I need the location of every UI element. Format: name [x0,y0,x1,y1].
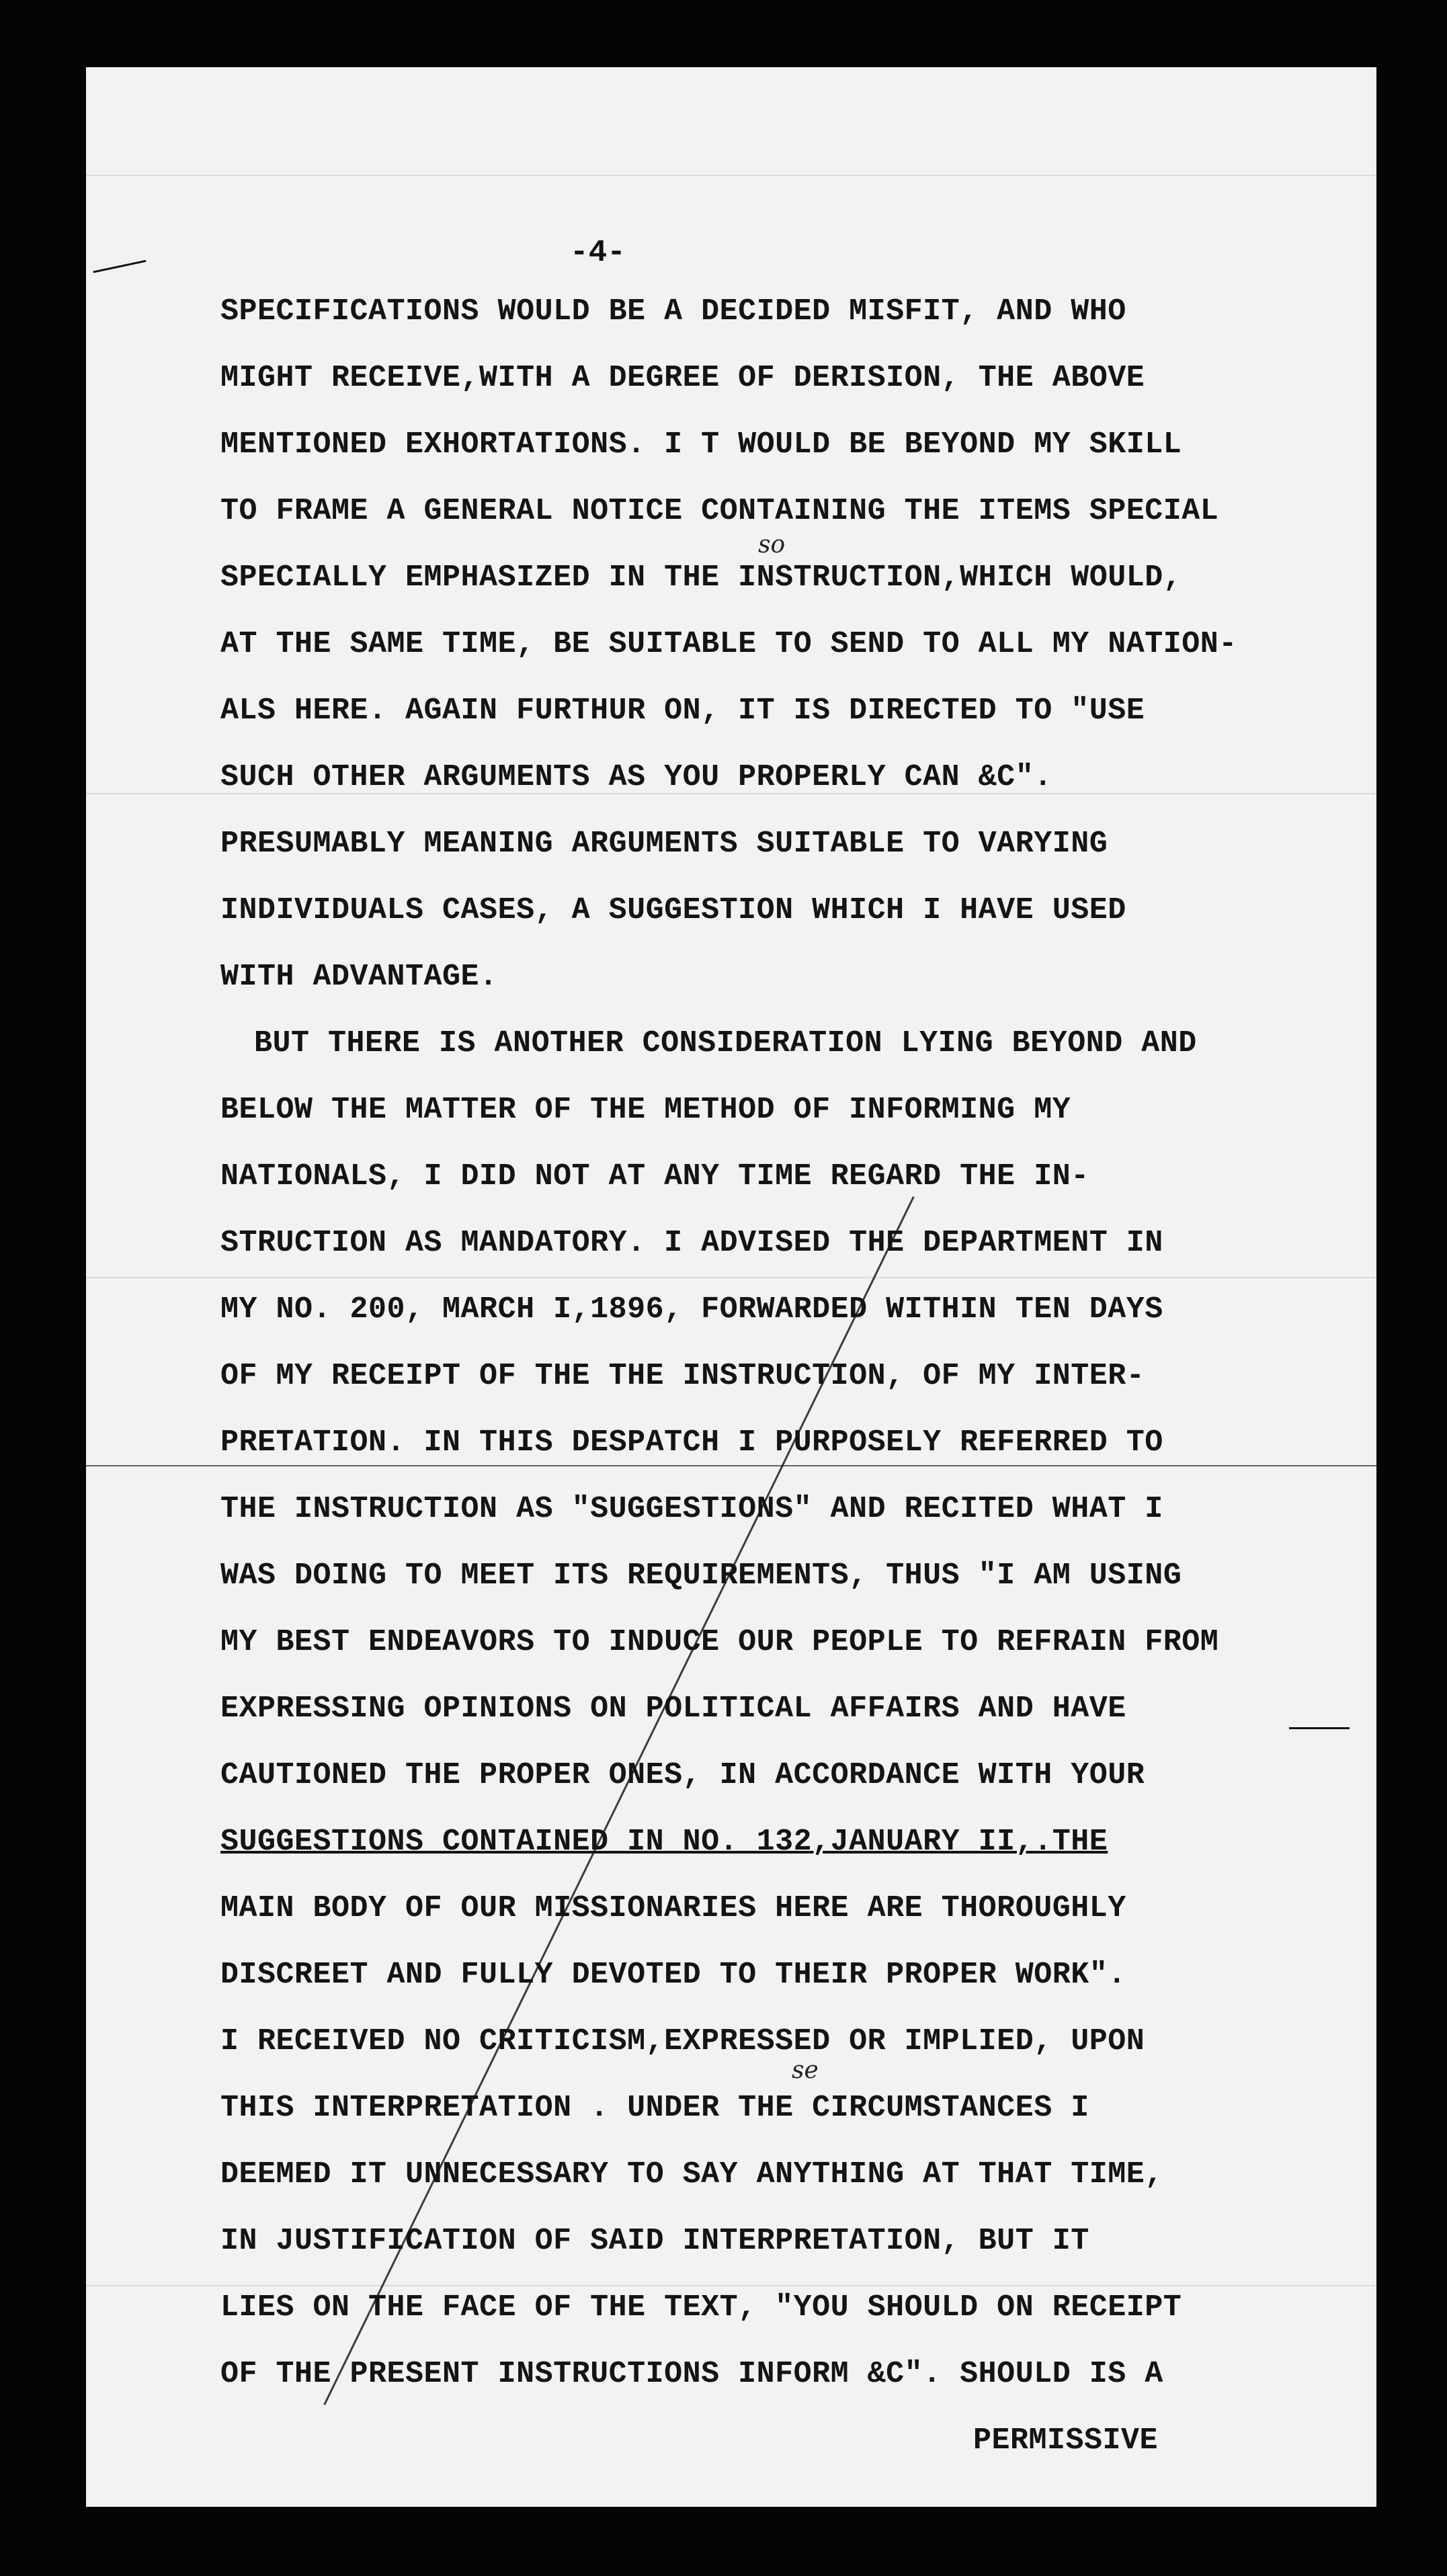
text-line: TO FRAME A GENERAL NOTICE CONTAINING THE ITEMS SPECIAL [220,494,1219,528]
text-line: LIES ON THE FACE OF THE TEXT, "YOU SHOULD ON RECEIPT [220,2290,1182,2325]
text-line: BELOW THE MATTER OF THE METHOD OF INFORMING MY [220,1093,1071,1127]
text-line: SPECIALLY EMPHASIZED IN THE INSTRUCTION,WHICH WOULD, [220,560,1182,595]
text-line: MIGHT RECEIVE,WITH A DEGREE OF DERISION, THE ABOVE [220,361,1145,395]
text-line: NATIONALS, I DID NOT AT ANY TIME REGARD THE IN- [220,1159,1089,1194]
text-line: SUCH OTHER ARGUMENTS AS YOU PROPERLY CAN &C". [220,760,1052,794]
text-line: MAIN BODY OF OUR MISSIONARIES HERE ARE THOROUGHLY [220,1891,1126,1925]
text-line: INDIVIDUALS CASES, A SUGGESTION WHICH I HAVE USED [220,893,1126,927]
text-line: THE INSTRUCTION AS "SUGGESTIONS" AND RECITED WHAT I [220,1492,1163,1526]
handwritten-correction: se [792,2056,819,2084]
text-line: I RECEIVED NO CRITICISM,EXPRESSED OR IMPLIED, UPON [220,2024,1145,2059]
text-line: MY NO. 200, MARCH I,1896, FORWARDED WITHIN TEN DAYS [220,1292,1163,1327]
text-line: IN JUSTIFICATION OF SAID INTERPRETATION, BUT IT [220,2224,1089,2258]
text-line: SPECIFICATIONS WOULD BE A DECIDED MISFIT, AND WHO [220,294,1126,329]
text-line: WAS DOING TO MEET ITS REQUIREMENTS, THUS "I AM USING [220,1559,1182,1593]
text-line: PERMISSIVE [973,2423,1159,2458]
margin-mark [1289,1727,1350,1729]
text-line: OF MY RECEIPT OF THE THE INSTRUCTION, OF MY INTER- [220,1359,1145,1393]
margin-mark [93,260,147,274]
text-line: SUGGESTIONS CONTAINED IN NO. 132,JANUARY II,.THE [220,1825,1108,1859]
text-line: CAUTIONED THE PROPER ONES, IN ACCORDANCE WITH YOUR [220,1758,1145,1792]
text-line: THIS INTERPRETATION . UNDER THE CIRCUMSTANCES I [220,2091,1089,2125]
text-line: DISCREET AND FULLY DEVOTED TO THEIR PROPER WORK". [220,1958,1126,1992]
scan-rule [86,2285,1376,2286]
text-line: AT THE SAME TIME, BE SUITABLE TO SEND TO ALL MY NATION- [220,627,1237,661]
handwritten-correction: so [758,531,786,558]
page-number: -4- [570,235,626,270]
scan-rule [86,175,1376,176]
text-line: STRUCTION AS MANDATORY. I ADVISED THE DEPARTMENT IN [220,1226,1163,1260]
text-line: EXPRESSING OPINIONS ON POLITICAL AFFAIRS AND HAVE [220,1692,1126,1726]
text-line: OF THE PRESENT INSTRUCTIONS INFORM &C". SHOULD IS A [220,2357,1163,2391]
text-line: MENTIONED EXHORTATIONS. I T WOULD BE BEYOND MY SKILL [220,427,1182,462]
text-line: PRESUMABLY MEANING ARGUMENTS SUITABLE TO VARYING [220,827,1108,861]
text-line: PRETATION. IN THIS DESPATCH I PURPOSELY REFERRED TO [220,1425,1163,1460]
scan-rule [86,1277,1376,1278]
text-line: DEEMED IT UNNECESSARY TO SAY ANYTHING AT THAT TIME, [220,2157,1163,2192]
text-line: BUT THERE IS ANOTHER CONSIDERATION LYING BEYOND AND [254,1026,1197,1061]
document-page [86,67,1376,2507]
text-line: WITH ADVANTAGE. [220,960,498,994]
text-line: ALS HERE. AGAIN FURTHUR ON, IT IS DIRECTED TO "USE [220,694,1145,728]
dashed-scan-line [86,1465,1376,1466]
text-line: MY BEST ENDEAVORS TO INDUCE OUR PEOPLE TO REFRAIN FROM [220,1625,1219,1659]
